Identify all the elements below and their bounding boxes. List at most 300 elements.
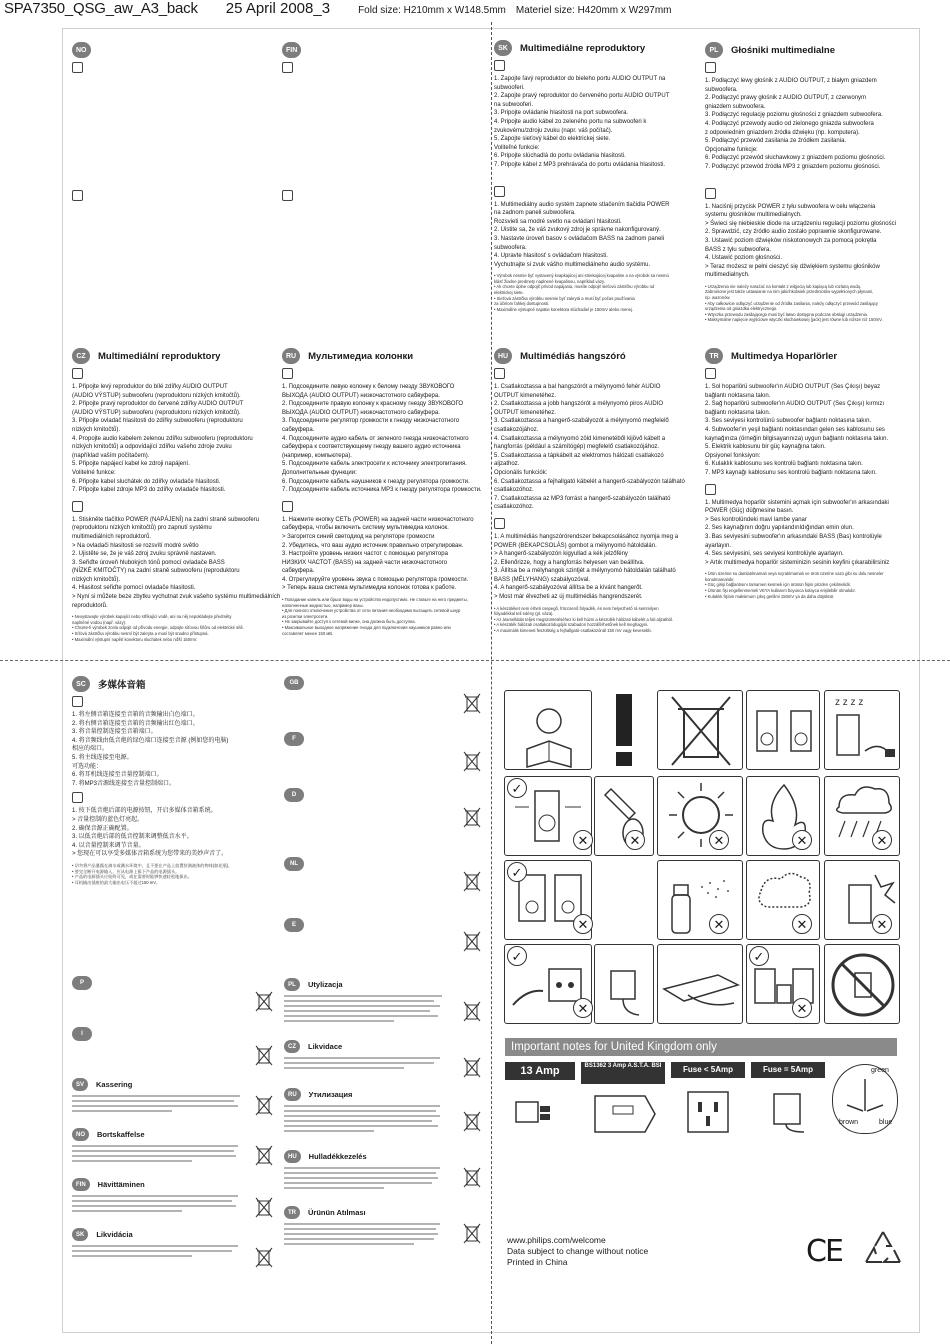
text-line: • Попадание капель или брызг воды на устройство недопустимо. Не ставьте на него предметы, (282, 597, 468, 603)
text-line: 2. Připojte pravý reproduktor do červené zdířky AUDIO OUTPUT (72, 401, 244, 408)
text-line: Vychutnajte si zvuk vášho multimediálneho audio systému. (494, 261, 651, 268)
text-line: 7. Csatlakoztassa az MP3 forrást a hangerő-szabályozón található (494, 495, 671, 502)
text-line: 6. 将耳机线连接至音量控制端口。 (72, 772, 163, 779)
safety-notes (494, 273, 700, 312)
text-line: • Ürün üzerine su damlatılmamalı veya sıçratılmamalı ve ürün üzerine vazo gibi su dolu nesneler (705, 571, 884, 577)
text-line: 可选功能： (72, 763, 103, 770)
cross-icon: ✕ (792, 830, 812, 850)
text-line: (AUDIO VÝSTUP) subwooferu (reproduktoru nízkých kmitočtů). (72, 392, 241, 399)
disposal-text-lines (284, 1166, 444, 1198)
text-line: Opsiyonel fonksiyon: (705, 452, 761, 459)
crossed-bin-icon (463, 692, 481, 714)
uk-adapter-icon (506, 1088, 574, 1136)
step-checkbox (72, 501, 83, 512)
text-line: ayarlayın. (705, 542, 732, 549)
step-checkbox (282, 501, 293, 512)
cross-icon: ✕ (573, 914, 593, 934)
text-line: BASS (MÉLYHANG) szabályozóval. (494, 576, 590, 583)
section-title: 多媒体音箱 (98, 680, 146, 691)
check-icon: ✓ (507, 946, 527, 966)
text-line: > 音量控制的蓝色灯亮起。 (72, 816, 144, 823)
disposal-text-lines (72, 1194, 242, 1222)
cross-icon: ✕ (872, 830, 892, 850)
wire-blue-label: blue (879, 1119, 893, 1126)
fold-line-horizontal (0, 660, 950, 661)
step-checkbox (494, 518, 505, 529)
disposal-title: Kassering (96, 1080, 133, 1089)
text-line: 4. Propojte audio kabelem zelenou zdířku subwooferu (reproduktoru (72, 435, 253, 442)
text-line: • Síťová zástrčka výrobku nesmí být zakryta a musí být snadno přístupná. (72, 631, 209, 637)
fuse-bs1362-label: BS1362 3 Amp A.S.T.A. BSI (581, 1062, 665, 1084)
text-line: Volitelné funkce: (72, 469, 116, 476)
text-line: 7. Připojte kabel zdroje MP3 do zdířky ovladače hlasitosti. (72, 487, 226, 494)
instruction-steps (494, 201, 700, 270)
text-line: • 耳机输出插座的最大输出电压不超过150 mV。 (72, 879, 161, 885)
language-badge: PL (705, 42, 723, 58)
crossed-bin-icon (255, 1246, 273, 1268)
text-line: • Maximálne výstupné napätie konektora slúchadiel je 150mV alebo menej. (494, 306, 634, 312)
crossed-bin-icon (463, 1000, 481, 1022)
disposal-ru (284, 1088, 462, 1105)
text-line: 5. Csatlakoztassa a tápkábelt az elektromos hálózati csatlakozó (494, 452, 664, 459)
text-line: Opcionális funkciók: (494, 469, 548, 476)
text-line: na subwooferi. (494, 101, 534, 108)
section-title: Мультимедиа колонки (308, 350, 414, 362)
step-checkbox (72, 696, 83, 707)
text-line: 3. Pripojte ovládanie hlasitosti na port subwoofera. (494, 110, 629, 117)
language-badge: SC (72, 676, 90, 692)
language-badge-nl: NL (284, 857, 304, 871)
crossed-bin-icon (463, 1056, 481, 1078)
disposal-text-lines (72, 1094, 242, 1122)
text-line: 7. Podłączyć przewód źródła MP3 z gniazdem poziomu głośności. (705, 163, 881, 170)
text-line: 3. Připojte ovladač hlasitosti do zdířky subwooferu (reproduktoru (72, 418, 243, 425)
text-line: 3. Bas seviyesini subwoofer'ın arkasındaki BASS (Bas) kontrolüyle (705, 533, 882, 540)
text-line: 1. Подсоедините левую колонку к белому гнезду ЗВУКОВОГО (282, 384, 455, 390)
section-pl (705, 42, 917, 342)
step-checkbox (494, 60, 505, 71)
fold-line-vertical (491, 22, 492, 1344)
language-badge: CZ (284, 1040, 300, 1053)
text-line: 3. Nastavte úroveň basov s ovládačom BASS na zadnom paneli (494, 235, 665, 242)
text-line: POWER (BEKAPCSOLÁS) gombot a mélynyomó hátoldalán. (494, 542, 657, 549)
print-header (0, 0, 950, 22)
text-line: Opcjonalne funkcje: (705, 146, 758, 153)
text-line: 5. Zapojte sieťový kábel do elektrickej siete. (494, 136, 611, 143)
text-line: 5. Připojte napájecí kabel ke zdroji napájení. (72, 461, 190, 468)
text-line: csatlakozóhoz. (494, 487, 534, 494)
disposal-text-lines (284, 1056, 444, 1076)
text-line: 6. Csatlakoztassa a fejhallgató kábelét a hangerő-szabályozón található (494, 478, 685, 485)
text-line: 3. Állítsa be a mélyhangok szintjét a mélynyomó hátoldalán található (494, 568, 676, 575)
text-line: ВЫХОДА (AUDIO OUTPUT) низкочастотного сабвуфера. (282, 409, 440, 416)
step-checkbox (494, 186, 505, 197)
read-manual-illustration (504, 690, 592, 770)
text-line: systemu głośników multimedialnych. (705, 212, 802, 219)
text-line: 3. Настройте уровень низких частот с помощью регулятора (282, 551, 448, 558)
text-line: subwooferi. (494, 84, 525, 91)
text-line: > Most már élvezheti az új multimédiás hangrendszerét. (494, 594, 643, 601)
text-line: 3. 以低音炮后部的低音控制来调整低音水平。 (72, 834, 193, 841)
text-line: • Для полного отключения устройства от сети питания необходимо вытащить сетевой шнур (282, 608, 461, 614)
disposal-text-lines (284, 1104, 444, 1140)
cross-icon: ✕ (625, 830, 645, 850)
crossed-bin-icon (255, 1196, 273, 1218)
text-line: наполненные жидкостью, например вазы. (282, 602, 364, 608)
section-title: Multimédiás hangszóró (520, 350, 626, 362)
language-badge-gb: GB (284, 676, 304, 690)
language-badge-f: F (284, 732, 304, 746)
uk-notes-banner: Important notes for United Kingdom only (505, 1038, 897, 1056)
text-line: 1. Multimediálny audio systém zapnete stlačením tlačidla POWER (494, 201, 670, 208)
text-line: > Na ovladači hlasitosti se rozsvítí modré světlo (72, 542, 199, 549)
text-line: сабвуфера к соответствующему гнезду вашего аудио источника (282, 444, 461, 451)
text-line: (například vaším počítačem). (72, 452, 150, 459)
text-line: 6. Kulaklık kablosunu ses kontrolü bağlantı noktasına takın. (705, 461, 863, 468)
text-line: 4. 以音量控制来调节音量。 (72, 842, 145, 849)
text-line: 7. 将MP3音源线连接至音量控制端口。 (72, 780, 176, 787)
text-line: из розетки электросети. (282, 613, 329, 619)
uk-socket-icon (676, 1084, 740, 1136)
step-checkbox (282, 368, 293, 379)
text-line: • Chcete-li výrobek zcela odpojit od přívodu energie, odpojte síťovou šňůru od elektrické sítě. (72, 625, 245, 631)
disposal-text-lines (284, 994, 444, 1026)
step-checkbox (705, 188, 716, 199)
text-line: subwoofera. (494, 244, 527, 251)
text-line: 4. Hlasitost seřiďte pomocí ovladače hlasitosti. (72, 585, 196, 592)
text-line: • Maksymalne napięcie wyjściowe wtyczki słuchawkowej (jack) jest równe lub niższe niż 150mV. (705, 317, 883, 323)
safety-notes (72, 614, 280, 642)
text-line: (например, компьютера). (282, 452, 352, 459)
text-line: 5. Podłączyć przewód zasilania ze źródłem zasilania. (705, 138, 847, 145)
text-line: 5. 将主线连接至电源。 (72, 754, 133, 761)
recycle-icon (858, 1228, 908, 1274)
text-line: (AUDIO VÝSTUP) subwooferu (reproduktoru nízkých kmitočtů). (72, 409, 241, 416)
heat-sun-illustration (657, 776, 743, 856)
text-line: 6. Podłączyć przewód słuchawkowy z gniazdem poziomu głośności. (705, 155, 886, 162)
disposal-text-lines (72, 1244, 242, 1266)
crossed-bin-icon (255, 990, 273, 1012)
text-line: 2. Ellenőrizze, hogy a hangforrás helyesen van beállítva. (494, 559, 645, 566)
fuse-less-than-5amp-label: Fuse < 5Amp (671, 1062, 745, 1078)
text-line: 1. Naciśnij przycisk POWER z tyłu subwoofera w celu włączenia (705, 203, 876, 210)
text-line: zvukovému/zdroju zvuku (napr. váš počítač). (494, 127, 613, 134)
spacer (594, 860, 654, 940)
disposal-text-lines (72, 1144, 242, 1172)
instruction-steps (705, 499, 917, 568)
language-badge-i: I (72, 1027, 92, 1041)
text-line: • Не закрывайте доступ к сетевой вилке, она должна быть доступна. (282, 619, 416, 625)
text-line: 6. Pripojte slúchadlá do portu ovládania hlasitosti. (494, 153, 626, 160)
crossed-bin-icon (463, 930, 481, 952)
text-line: 1. Csatlakoztassa a bal hangszórót a mélynyomó fehér AUDIO (494, 384, 661, 390)
instruction-steps (705, 203, 917, 280)
text-line: 1. A multimédiás hangszórórendszer bekapcsolásához nyomja meg a (494, 533, 679, 540)
text-line: 2. Подсоедините правую колонку к красному гнезду ЗВУКОВОГО (282, 401, 464, 408)
text-line: gniazdem subwoofera. (705, 103, 766, 110)
step-checkbox (705, 368, 716, 379)
step-checkbox (72, 368, 83, 379)
cross-icon: ✕ (872, 914, 892, 934)
text-line: 1. Stiskněte tlačítko POWER (NAPÁJENÍ) na zadní straně subwooferu (72, 516, 260, 523)
speakers-illustration (746, 690, 820, 770)
cross-icon: ✕ (573, 830, 593, 850)
text-line: (reproduktoru nízkých kmitočtů) pro zapnutí systému (72, 525, 212, 532)
text-line: 5. Elektrik kablosunu bir güç kaynağına takın. (705, 444, 826, 451)
text-line: • Wtyczka przewodu zasilającego musi być łatwo dostępna podczas obsługi urządzenia. (705, 311, 869, 317)
uk-plug-fuse-icon (585, 1090, 663, 1136)
text-line: multimedialnych. (705, 272, 750, 279)
crossed-bin-icon (463, 806, 481, 828)
disposal-hu (284, 1150, 462, 1167)
section-title: Głośniki multimedialne (731, 44, 835, 56)
fold-size: Fold size: H210mm x W148.5mm (358, 5, 506, 16)
text-line: • A készülék hálózati csatlakozódugóját szabadon hozzáférhetőnek kell meghagyni. (494, 622, 649, 628)
text-line: 6. Подсоедините кабель наушников к гнезду регулятора громкости. (282, 478, 470, 485)
text-line: 1. Zapojte ľavý reproduktor do bieleho portu AUDIO OUTPUT na (494, 76, 666, 82)
text-line: 2. 确保音源正确配置。 (72, 825, 133, 832)
text-line: • Nevystavujte výrobek kapající nebo stříkající vodě, ani na něj nepokládejte předměty (72, 614, 232, 620)
step-checkbox (72, 190, 83, 201)
disposal-no (72, 1128, 250, 1145)
text-line: 1. Нажмите кнопку СЕТЬ (POWER) на задней части низкочастотного (282, 516, 474, 523)
text-line: konulmamalıdır. (705, 576, 735, 582)
crossed-bin-icon (463, 750, 481, 772)
text-line: 2. Sprawdzić, czy źródło audio zostało poprawnie skonfigurowane. (705, 229, 882, 236)
text-line: 2. Ujistěte se, že je váš zdroj zvuku správně nastaven. (72, 551, 217, 558)
instruction-steps (705, 383, 917, 478)
language-badge: TR (705, 348, 723, 364)
instruction-steps (494, 533, 702, 602)
text-line: bağlantı noktasına takın. (705, 409, 771, 416)
text-line: 1. Připojte levý reproduktor do bílé zdířky AUDIO OUTPUT (72, 384, 228, 390)
language-badge: SV (72, 1078, 88, 1091)
text-line: np. wazonów. (705, 295, 731, 301)
disposal-title: Utylizacja (308, 980, 343, 989)
language-badge: SK (494, 40, 512, 56)
text-line: 1. 按下低音炮后部的电源按钮，开启多媒体音箱系统。 (72, 808, 217, 815)
text-line: (NÍZKÉ KMITOČTY) na zadní straně subwooferu (reproduktoru (72, 568, 240, 575)
language-badge: NO (72, 42, 91, 58)
text-line: folyadékkal teli edény (pl. váza). (494, 611, 554, 617)
text-line: • 切勿将产品暴露在滴水或溅水环境中，且不要在产品上放置装满液体的物体(如花瓶)。 (72, 862, 233, 868)
text-line: POWER (Güç) düğmesine basın. (705, 508, 794, 515)
text-line: > Ses kontrolündeki mavi lambe yanar (705, 516, 807, 523)
crossed-bin-icon (463, 870, 481, 892)
text-line: 1. Multimedya hoparlör sistemini açmak için subwoofer'ın arkasındaki (705, 499, 889, 506)
text-line: • Sieťová zástrčka výrobku nesmie byť zakrytá a musí byť počas používania (494, 295, 635, 301)
language-badge-p: P (72, 976, 92, 990)
svg-text:z z z z: z z z z (835, 697, 864, 708)
text-line: 2. Убедитесь, что ваш аудио источник правильно отрегулирован. (282, 542, 464, 549)
text-line: НИЗКИХ ЧАСТОТ (BASS) на задней части низкочастотного (282, 559, 448, 566)
cleaning-illustration (594, 776, 654, 856)
cross-icon: ✕ (792, 914, 812, 934)
text-line: 2. Zapojte pravý reproduktor do červeného portu AUDIO OUTPUT (494, 93, 670, 100)
text-line: • Maximální výstupní napětí konektoru sluchátek nebo nižší 150mV. (72, 636, 198, 642)
text-line: 4. Ustawić poziom głośności. (705, 255, 783, 262)
text-line: > A hangerő-szabályozón kigyullad a kék jelzőfény (494, 551, 628, 558)
text-line: 2. Uistite sa, že váš zvukový zdroj je správne nakonfigurovaný. (494, 227, 661, 234)
disposal-title: Likvidace (308, 1042, 343, 1051)
text-line: 1. Sol hoparlörü subwoofer'ın AUDIO OUTPUT (Ses Çıkışı) beyaz (705, 384, 881, 390)
text-line: 4. A hangerő-szabályozóval állítsa be a kívánt hangerőt. (494, 585, 643, 592)
step-checkbox (282, 190, 293, 201)
crossed-bin-icon (463, 1222, 481, 1244)
text-line: BASS z tyłu subwoofera. (705, 246, 772, 253)
text-line: urządzenia od gniazdka elektrycznego. (705, 306, 778, 312)
crossed-bin-icon (463, 1110, 481, 1132)
text-line: 4. Ses seviyesini, ses seviyesi kontrolüyle ayarlayın. (705, 551, 844, 558)
section-sk (494, 40, 700, 340)
text-line: • Ak chcete úplne odpojiť prívod napájania, musíte odpojiť sieťovú zástrčku výrobku od (494, 284, 655, 290)
text-line: 3. Подсоедините регулятор громкости к гнезду низкочастотного (282, 418, 460, 425)
website-url: www.philips.com/welcome (507, 1235, 606, 1245)
step-checkbox (282, 62, 293, 73)
text-line: • Kulaklık fişinin maksimum çıkış gerilimi 150mV ya da daha düşüktür. (705, 593, 835, 599)
crossed-bin-icon (255, 1094, 273, 1116)
adapter-illustration (594, 944, 654, 1024)
instruction-steps (494, 383, 702, 512)
text-line: 4. Podłączyć przewody audio od zielonego gniazda subwoofera (705, 120, 874, 127)
text-line: > Teraz możesz w pełni cieszyć się dźwiękiem systemu głośników (705, 263, 880, 270)
language-badge: TR (284, 1206, 300, 1219)
text-line: • Urządzenia nie należy narażać na kontakt z wilgocią lub kapiącą lub rozlaną wodą. (705, 283, 862, 289)
crossed-bin-icon (255, 1144, 273, 1166)
text-line: Дополнительные функции: (282, 469, 357, 476)
instruction-steps (494, 75, 700, 170)
language-badge: FIN (72, 1178, 90, 1191)
disposal-title: Bortskaffelse (97, 1130, 145, 1139)
text-line: csatlakozóhoz. (494, 504, 534, 511)
no-household-waste-illustration (657, 690, 743, 770)
check-icon: ✓ (507, 862, 527, 882)
text-line: 3. Csatlakoztassa a hangerő-szabályozót a mélynyomó megfelelő (494, 418, 669, 425)
section-hu (494, 348, 702, 653)
instruction-steps (282, 383, 488, 495)
language-badge: FIN (282, 42, 301, 58)
text-line: subwoofera. (705, 86, 738, 93)
text-line: OUTPUT kimenetéhez. (494, 392, 556, 399)
text-line: multimediálních reproduktorů. (72, 533, 152, 540)
section-no (72, 42, 272, 342)
instruction-steps (72, 516, 280, 611)
text-line: • Výrobok nesmie byť vystavený kvapkajúcej ani striekajúcej kvapaline a na výrobok sa nesmú (494, 273, 669, 279)
text-line: • Az áramellátás teljes megszüntetéséhez ki kell húzni a készülék hálózati kábelét a fali aljzatból. (494, 616, 674, 622)
text-line: 4. Отрегулируйте уровень звука с помощью регулятора громкости. (282, 576, 469, 583)
text-line: 5. Подсоедините кабель электросети к источнику электропитания. (282, 461, 467, 468)
text-line: 7. Pripojte kábel z MP3 prehrávača do portu ovládania hlasitosti. (494, 161, 666, 168)
text-line: Voliteľné funkcie: (494, 144, 540, 151)
warning-exclamation-icon (594, 690, 654, 770)
document-title: SPA7350_QSG_aw_A3_back (4, 0, 198, 17)
section-title: Multimediální reproduktory (98, 350, 221, 362)
text-line: 3. Ustawić poziom dźwięków niskotonowych za pomocą pokrętła (705, 237, 877, 244)
disposal-title: Hävittäminen (97, 1180, 145, 1189)
text-line: 7. Подсоедините кабель источника MP3 к гнезду регулятора громкости. (282, 487, 482, 494)
text-line: • 要完全断开电源输入，应从电源上拔下产品的电源插头。 (72, 868, 180, 874)
text-line: 相应的端口。 (72, 746, 109, 753)
text-line: сабвуфера, чтобы включить систему мультимедиа колонок. (282, 525, 449, 532)
text-line: сабвуфера. (282, 568, 315, 575)
language-badge: NO (72, 1128, 89, 1141)
text-line: составляет менее 150 мВ. (282, 630, 334, 636)
disposal-fin (72, 1178, 250, 1195)
printed-in: Printed in China (507, 1257, 568, 1267)
text-line: 2. Podłączyć prawy głośnik z AUDIO OUTPUT, z czerwonym (705, 95, 867, 102)
cable-protection-illustration (657, 944, 743, 1024)
step-checkbox (72, 792, 83, 803)
text-line: Rozsvieti sa modré svetlo na ovládaní hlasitosti. (494, 218, 622, 225)
cross-icon: ✕ (792, 998, 812, 1018)
check-icon: ✓ (507, 778, 527, 798)
text-line: > Świeci się niebieskie diode na urządzeniu regulacji poziomu głośności (705, 220, 896, 227)
fuse-13amp-label: 13 Amp (505, 1062, 575, 1080)
uk-adapter-icon (756, 1084, 820, 1136)
section-ru (282, 348, 488, 653)
text-line: ВЫХОДА (AUDIO OUTPUT) низкочастотного сабвуфера. (282, 392, 440, 399)
disposal-title: Likvidácia (96, 1230, 133, 1239)
text-line: 1. 将左侧音箱连接至音箱的音频输出白色端口。 (72, 712, 199, 718)
language-badge-d: D (284, 788, 304, 802)
text-line: csatlakozójához. (494, 426, 539, 433)
fuse-equal-5amp-label: Fuse = 5Amp (751, 1062, 825, 1078)
instruction-steps (282, 516, 488, 593)
text-line: 4. Pripojte audio kábel zo zeleného portu na subwooferi k (494, 118, 647, 125)
text-line: 7. MP3 kaynağı kablosunu ses kontrolü bağlantı noktasına takın. (705, 469, 877, 476)
text-line: kaynağınıza (örneğin bilgisayarınıza) uygun bağlantı noktasına takın. (705, 435, 889, 442)
text-line: 1. Podłączyć lewy głośnik z AUDIO OUTPUT, z białym gniazdem (705, 78, 877, 84)
instruction-steps (72, 711, 272, 788)
step-checkbox (494, 368, 505, 379)
disposal-tr (284, 1206, 462, 1223)
text-line: 3. 将音量控制连接至音箱端口。 (72, 729, 157, 736)
text-line: • Ürünün fişi engellenmemeli VEYA kullanım boyunca kolayca erişilebilir olmalıdır. (705, 588, 856, 594)
text-line: hangforrás (például a számítógép) megfelelő csatlakozójához. (494, 444, 660, 451)
disposal-title: Ürünün Atılması (308, 1208, 366, 1217)
text-line: nízkých kmitočtů) a odpovídající zdířku vašeho zdroje zvuku (72, 444, 232, 451)
step-checkbox (705, 62, 716, 73)
no-spray-illustration (657, 860, 743, 940)
language-badge: RU (282, 348, 300, 364)
text-line: > Nyní si můžete beze zbytku vychutnat zvuk vašeho systému multimediálních (72, 594, 280, 601)
disposal-cz (284, 1040, 462, 1057)
language-badge: CZ (72, 348, 90, 364)
uk-plug-wiring-diagram (832, 1064, 898, 1134)
text-line: reproduktorů. (72, 602, 108, 609)
text-line: • Güç girişi bağlantısını tamamen kesmek için ürünün fişini prizden çekilmelidir. (705, 582, 851, 588)
no-climbing-illustration (824, 944, 900, 1024)
section-fin (282, 42, 482, 342)
disposal-text-lines (284, 1222, 444, 1252)
language-badge: PL (284, 978, 300, 991)
instruction-steps (72, 383, 280, 495)
language-badge: HU (494, 348, 512, 364)
ce-mark: CE (806, 1234, 842, 1269)
text-line: • Aby całkowicie odłączyć urządzenie od źródła zasilania, należy odłączyć przewód zasilający (705, 300, 879, 306)
data-notice: Data subject to change without notice (507, 1246, 649, 1256)
text-line: 3. Podłączyć regulację poziomu głośności z gniazdem subwoofera. (705, 112, 883, 119)
text-line: 3. Seřiďte úroveň hlubokých tónů pomocí ovladače BASS (72, 559, 225, 566)
crossed-bin-icon (255, 1044, 273, 1066)
crossed-bin-icon (463, 1166, 481, 1188)
disposal-sk (72, 1228, 250, 1245)
text-line: Zabronione jest także ustawianie na nim jakichkolwiek przedmiotów wypełnionych płynami, (705, 289, 874, 295)
document-date: 25 April 2008_3 (225, 0, 331, 17)
text-line: naplněné vodou (např. vázy). (72, 619, 127, 625)
language-badge: RU (284, 1088, 301, 1101)
text-line: 2. Ses kaynağının doğru yapılandırıldığından emin olun. (705, 525, 854, 532)
